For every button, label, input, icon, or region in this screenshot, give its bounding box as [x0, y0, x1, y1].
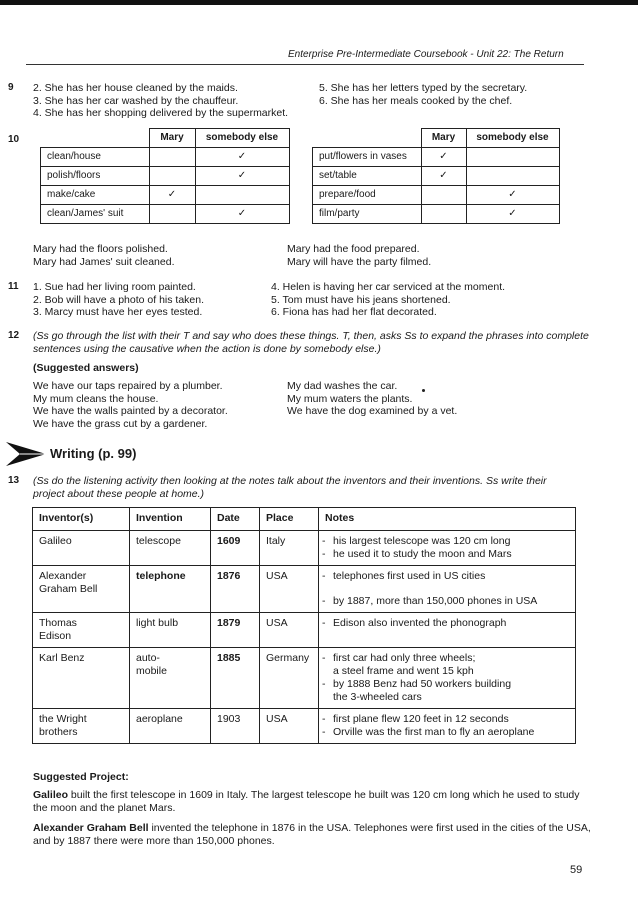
answer-line: 1. Sue had her living room painted. — [33, 281, 196, 293]
check-mark: ✓ — [466, 205, 559, 224]
exercise-9-number: 9 — [8, 82, 14, 93]
check-mark: ✓ — [195, 148, 289, 167]
answer-line: 5. She has her letters typed by the secretary. — [319, 82, 528, 94]
exercise-12-right — [287, 380, 457, 418]
table-row: film/party ✓ — [313, 205, 560, 224]
answer-line: Mary had the floors polished. — [33, 243, 168, 255]
check-mark — [421, 186, 466, 205]
writing-heading: Writing (p. 99) — [50, 446, 137, 461]
answer-line: 3. Marcy must have her eyes tested. — [33, 306, 203, 318]
project-heading: Suggested Project: — [33, 771, 129, 783]
check-mark — [466, 167, 559, 186]
check-mark — [149, 205, 195, 224]
arrow-icon — [6, 442, 46, 466]
col-somebody-else: somebody else — [466, 129, 559, 148]
table-row: Karl Benz auto- mobile 1885 Germany - first car had only three wheels; a steel frame and went 15 kph - by 1888 Benz had 50 workers building the 3-wheeled cars — [33, 648, 576, 709]
answer-line: My dad washes the car. — [287, 380, 398, 392]
check-mark: ✓ — [421, 148, 466, 167]
exercise-13-instructions: (Ss do the listening activity then looking at the notes talk about the inventors and their inventions. Ss write their project about these people at home.) — [33, 475, 547, 500]
table-row: Galileo telescope 1609 Italy - his largest telescope was 120 cm long - he used it to study the moon and Mars — [33, 531, 576, 566]
answer-line: 2. Bob will have a photo of his taken. — [33, 293, 205, 306]
table-header-row: Inventor(s) Invention Date Place Notes — [33, 508, 576, 531]
table-row: Alexander Graham Bell telephone 1876 USA - telephones first used in US cities - by 1887, more than 150,000 phones in USA — [33, 566, 576, 613]
answer-line: 6. She has her meals cooked by the chef. — [319, 94, 513, 107]
answer-line: We have the grass cut by a gardener. — [33, 417, 208, 430]
exercise-10-table-right — [312, 128, 560, 224]
check-mark: ✓ — [421, 167, 466, 186]
answer-line: 2. She has her house cleaned by the maids. — [33, 82, 238, 94]
answer-line: We have the walls painted by a decorator. — [33, 405, 228, 417]
exercise-11-left — [33, 281, 204, 319]
top-border — [0, 0, 638, 5]
answer-line: 5. Tom must have his jeans shortened. — [271, 293, 451, 306]
check-mark — [195, 186, 289, 205]
table-row: polish/floors ✓ — [41, 167, 290, 186]
check-mark — [466, 148, 559, 167]
exercise-10-table-left — [40, 128, 290, 224]
inventors-table — [32, 507, 576, 744]
exercise-9-left — [33, 82, 288, 120]
answer-line: Mary had the food prepared. — [287, 243, 420, 255]
check-mark: ✓ — [195, 167, 289, 186]
project-paragraph-2: Alexander Graham Bell invented the telephone in 1876 in the USA. Telephones were first used in the cities of the USA, and by 1887 there were more than 150,000 phones. — [33, 822, 591, 847]
check-mark: ✓ — [149, 186, 195, 205]
running-header: Enterprise Pre-Intermediate Coursebook - Unit 22: The Return — [288, 49, 564, 60]
table-row: the Wright brothers aeroplane 1903 USA - first plane flew 120 feet in 12 seconds - Orville was the first man to fly an aeroplane — [33, 709, 576, 744]
answer-line: Mary will have the party filmed. — [287, 255, 432, 268]
exercise-11-number: 11 — [8, 281, 19, 292]
header-rule — [26, 64, 584, 65]
answer-line: 4. She has her shopping delivered by the supermarket. — [33, 107, 289, 119]
project-paragraph-1: Galileo built the first telescope in 1609 in Italy. The largest telescope he built was 120 cm long which he used to study the moon and the planet Mars. — [33, 789, 580, 814]
answer-line: Mary had James' suit cleaned. — [33, 255, 175, 268]
table-row: clean/James' suit ✓ — [41, 205, 290, 224]
table-row: put/flowers in vases ✓ — [313, 148, 560, 167]
answer-line: We have the dog examined by a vet. — [287, 405, 458, 417]
table-row: prepare/food ✓ — [313, 186, 560, 205]
table-row: clean/house ✓ — [41, 148, 290, 167]
exercise-10-sentences-right — [287, 243, 431, 268]
scan-speck — [422, 389, 425, 392]
exercise-13-number: 13 — [8, 475, 20, 486]
exercise-10-number: 10 — [8, 134, 20, 145]
check-mark: ✓ — [466, 186, 559, 205]
answer-line: We have our taps repaired by a plumber. — [33, 380, 223, 392]
exercise-10-sentences-left — [33, 243, 175, 268]
exercise-11-right — [271, 281, 505, 319]
answer-line: My mum waters the plants. — [287, 392, 413, 405]
exercise-12-instructions: (Ss go through the list with their T and say who does these things. T, then, asks Ss to expand the phrases into complete sentences using the causative when the action is done by somebody else.) — [33, 330, 589, 355]
answer-line: 4. Helen is having her car serviced at the moment. — [271, 281, 506, 293]
col-somebody-else: somebody else — [195, 129, 289, 148]
page-number: 59 — [570, 864, 583, 876]
suggested-answers-heading: (Suggested answers) — [33, 362, 139, 374]
answer-line: 6. Fiona has had her flat decorated. — [271, 306, 437, 318]
check-mark — [149, 167, 195, 186]
check-mark — [421, 205, 466, 224]
exercise-9-right — [319, 82, 527, 107]
col-mary: Mary — [149, 129, 195, 148]
exercise-12-left — [33, 380, 228, 430]
table-row: Thomas Edison light bulb 1879 USA - Edison also invented the phonograph — [33, 613, 576, 648]
check-mark: ✓ — [195, 205, 289, 224]
table-row: set/table ✓ — [313, 167, 560, 186]
answer-line: 3. She has her car washed by the chauffeur. — [33, 94, 239, 107]
col-mary: Mary — [421, 129, 466, 148]
check-mark — [149, 148, 195, 167]
table-row: make/cake ✓ — [41, 186, 290, 205]
exercise-12-number: 12 — [8, 330, 20, 341]
answer-line: My mum cleans the house. — [33, 392, 159, 405]
